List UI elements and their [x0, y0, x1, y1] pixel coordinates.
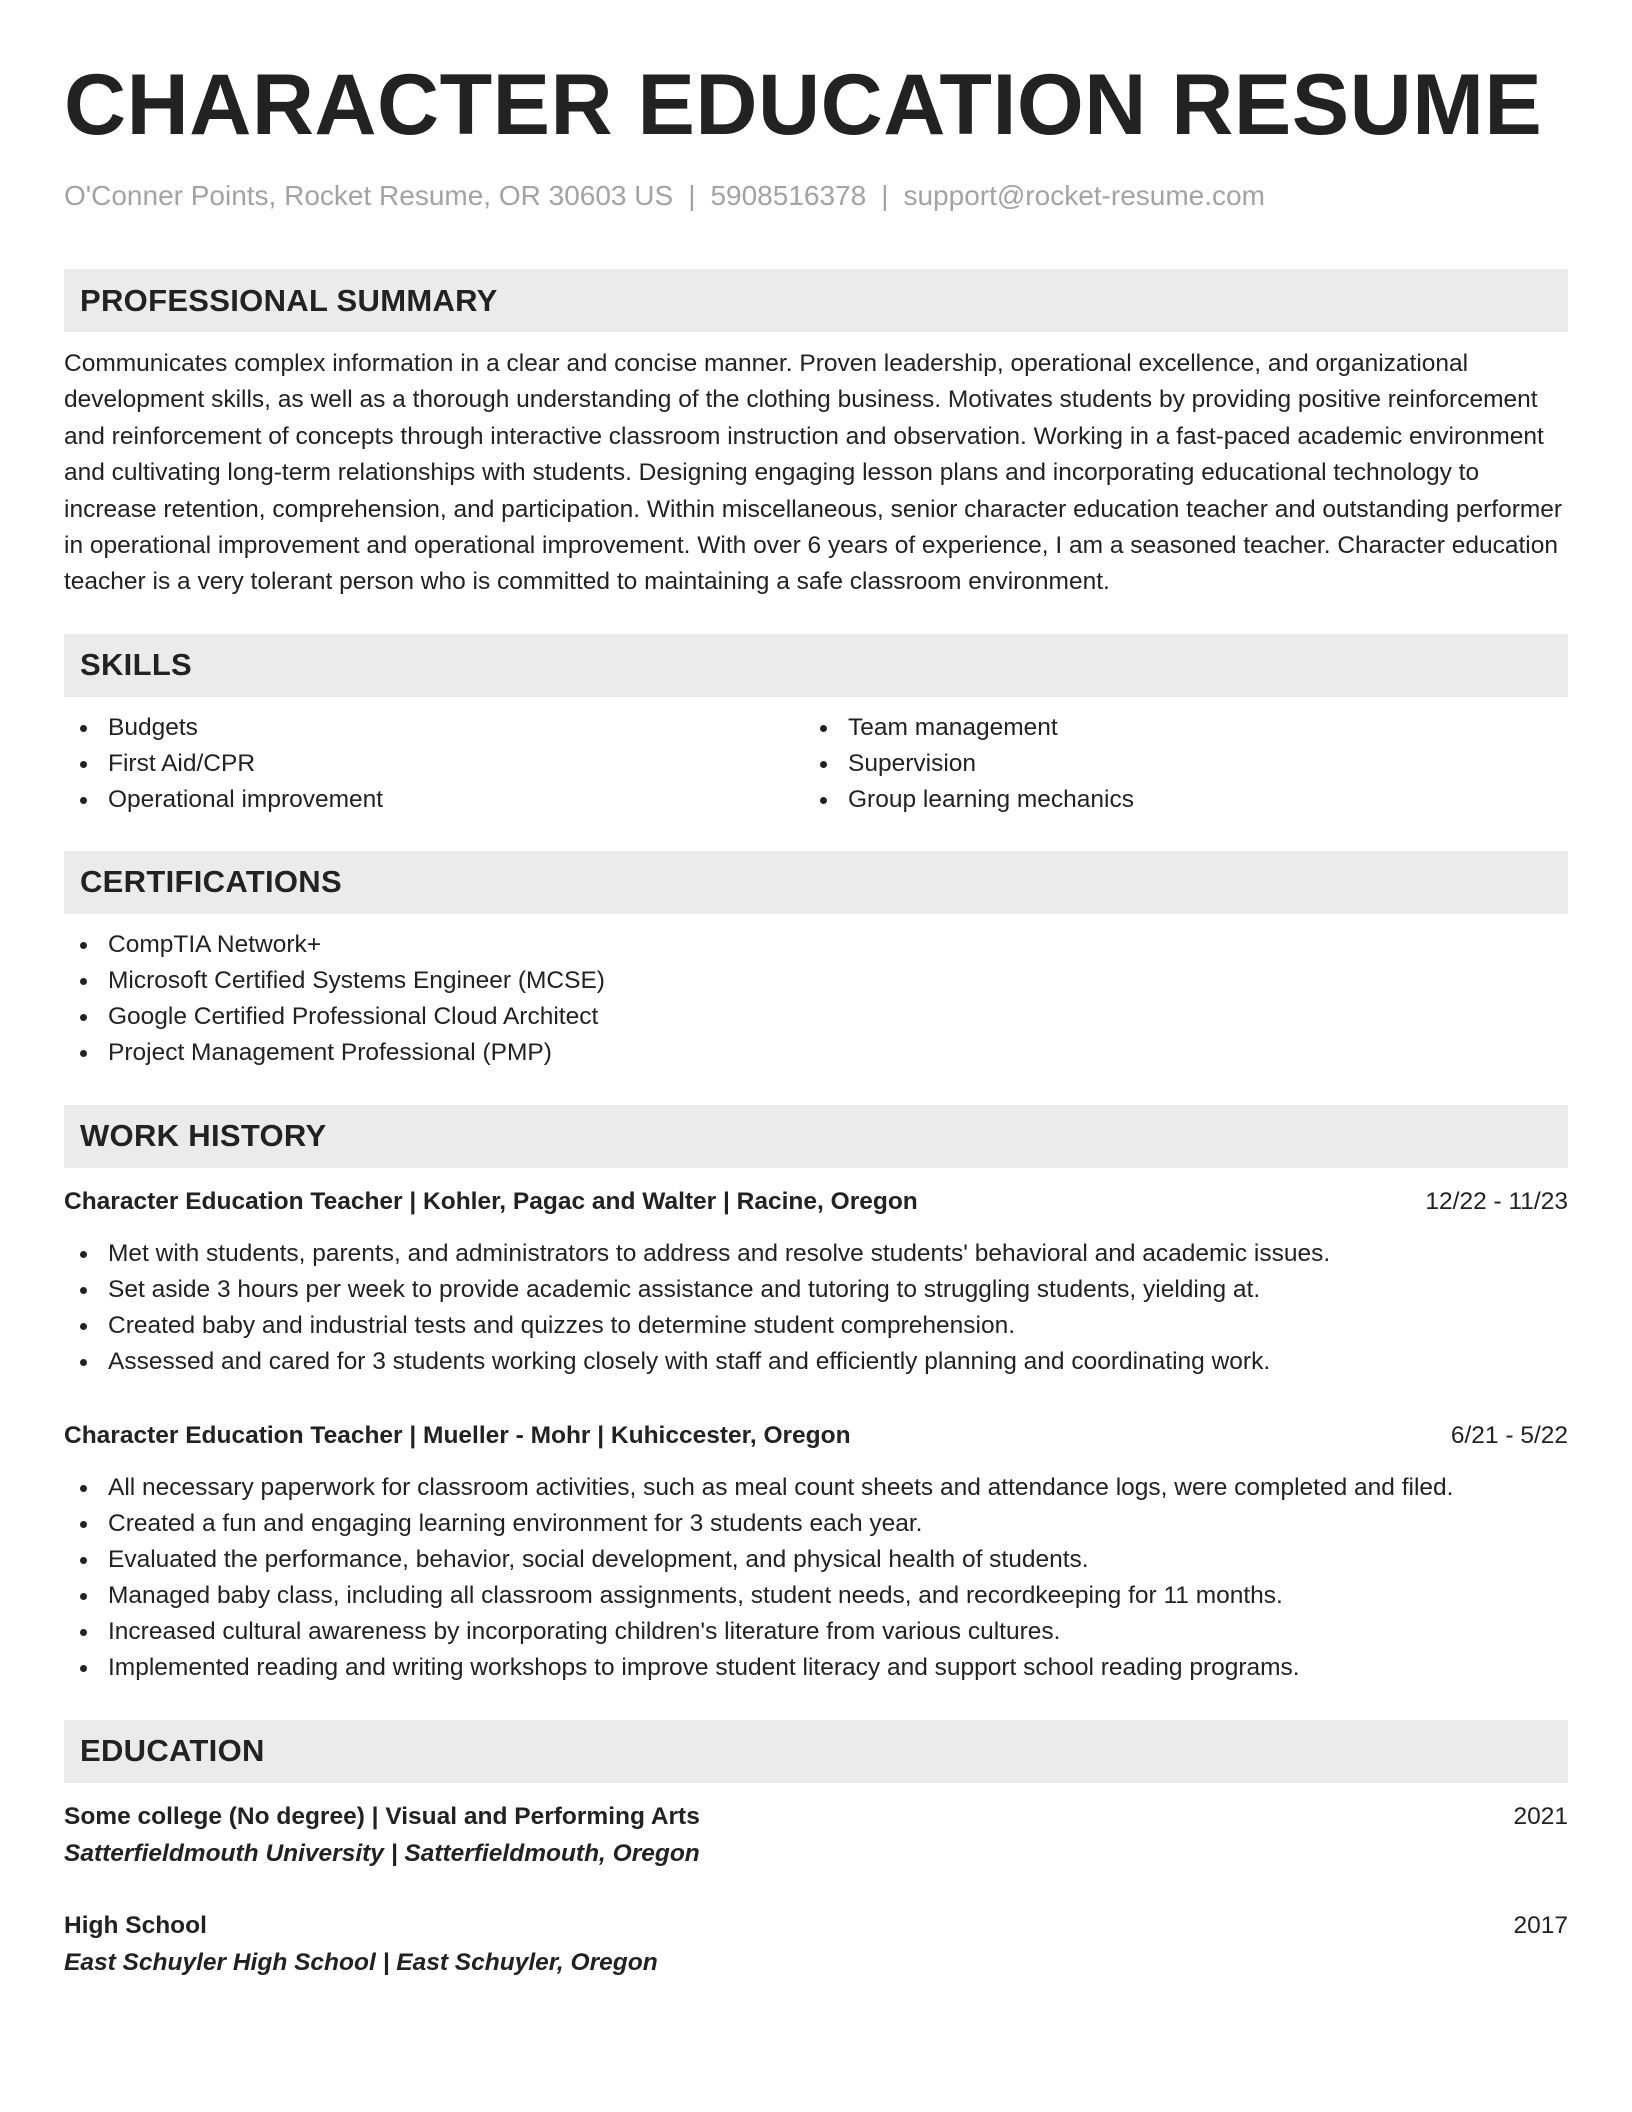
job-title: Character Education Teacher | Mueller - Mohr | Kuhiccester, Oregon: [64, 1421, 851, 1449]
job-dates: 12/22 - 11/23: [1425, 1187, 1568, 1215]
job-dates: 6/21 - 5/22: [1450, 1421, 1568, 1449]
contact-phone: 5908516378: [710, 180, 867, 211]
summary-text: Communicates complex information in a clear and concise manner. Proven leadership, operational excellence, and organizational development skills, as well as a thorough understanding of the clothing business. Motivates students by providing positive reinforcement and reinforcement of concepts through interactive classroom instruction and observation. Working in a fast-paced academic environment and cultivating long-term relationships with students. Designing engaging lesson plans and incorporating educational technology to increase retention, comprehension, and participation. Within miscellaneous, senior character education teacher and outstanding performer in operational improvement and operational improvement. With over 6 years of experience, I am a seasoned teacher. Character education teacher is a very tolerant person who is committed to maintaining a safe classroom environment.: [64, 350, 1563, 596]
contact-separator: |: [881, 180, 889, 211]
resume-title: CHARACTER EDUCATION RESUME: [64, 57, 1543, 153]
education-school: East Schuyler High School | East Schuyler, Oregon: [64, 1948, 658, 1976]
job-bullet: Assessed and cared for 3 students working closely with staff and efficiently planning and coordinating work.: [64, 1344, 1568, 1380]
certification-item: Microsoft Certified Systems Engineer (MCSE): [64, 963, 1568, 999]
skills-column-right: [804, 710, 1544, 818]
education-degree: Some college (No degree) | Visual and Performing Arts: [64, 1802, 700, 1830]
job-bullet: Increased cultural awareness by incorporating children's literature from various cultures.: [64, 1614, 1568, 1650]
job-bullet: Created a fun and engaging learning environment for 3 students each year.: [64, 1506, 1568, 1542]
education-degree: High School: [64, 1911, 207, 1939]
section-header-certifications: CERTIFICATIONS: [64, 851, 1568, 914]
education-year: 2017: [1513, 1911, 1568, 1939]
section-header-summary: PROFESSIONAL SUMMARY: [64, 269, 1568, 332]
job-bullet: Met with students, parents, and administrators to address and resolve students' behavioral and academic issues.: [64, 1236, 1568, 1272]
skills-column-left: [64, 710, 804, 818]
section-header-skills: SKILLS: [64, 634, 1568, 697]
section-header-work-history: WORK HISTORY: [64, 1105, 1568, 1168]
contact-line: [64, 178, 1568, 214]
education-entry: [64, 1908, 1568, 1982]
education-year: 2021: [1513, 1802, 1568, 1830]
job-bullets: [64, 1470, 1568, 1686]
contact-email: support@rocket-resume.com: [903, 180, 1265, 211]
education-school: Satterfieldmouth University | Satterfieldmouth, Oregon: [64, 1839, 700, 1867]
skill-item: Operational improvement: [64, 782, 804, 818]
certification-item: Project Management Professional (PMP): [64, 1035, 1568, 1071]
job-entry: [64, 1418, 1568, 1686]
skill-item: First Aid/CPR: [64, 746, 804, 782]
skill-item: Budgets: [64, 710, 804, 746]
skills-list: [64, 710, 1568, 818]
skill-item: Group learning mechanics: [804, 782, 1544, 818]
job-bullet: Implemented reading and writing workshops to improve student literacy and support school reading programs.: [64, 1650, 1568, 1686]
skill-item: Team management: [804, 710, 1544, 746]
certification-item: Google Certified Professional Cloud Architect: [64, 999, 1568, 1035]
job-bullet: Set aside 3 hours per week to provide academic assistance and tutoring to struggling students, yielding at.: [64, 1272, 1568, 1308]
job-bullets: [64, 1236, 1568, 1380]
job-bullet: Created baby and industrial tests and quizzes to determine student comprehension.: [64, 1308, 1568, 1344]
job-entry: [64, 1184, 1568, 1380]
job-bullet: Evaluated the performance, behavior, social development, and physical health of students.: [64, 1542, 1568, 1578]
education-entry: [64, 1799, 1568, 1873]
certifications-list: [64, 927, 1568, 1071]
job-bullet: All necessary paperwork for classroom activities, such as meal count sheets and attendance logs, were completed and filed.: [64, 1470, 1568, 1506]
job-title: Character Education Teacher | Kohler, Pagac and Walter | Racine, Oregon: [64, 1187, 918, 1215]
section-header-education: EDUCATION: [64, 1720, 1568, 1783]
contact-address: O'Conner Points, Rocket Resume, OR 30603 US: [64, 180, 674, 211]
certification-item: CompTIA Network+: [64, 927, 1568, 963]
contact-separator: |: [688, 180, 696, 211]
job-bullet: Managed baby class, including all classroom assignments, student needs, and recordkeeping for 11 months.: [64, 1578, 1568, 1614]
skill-item: Supervision: [804, 746, 1544, 782]
